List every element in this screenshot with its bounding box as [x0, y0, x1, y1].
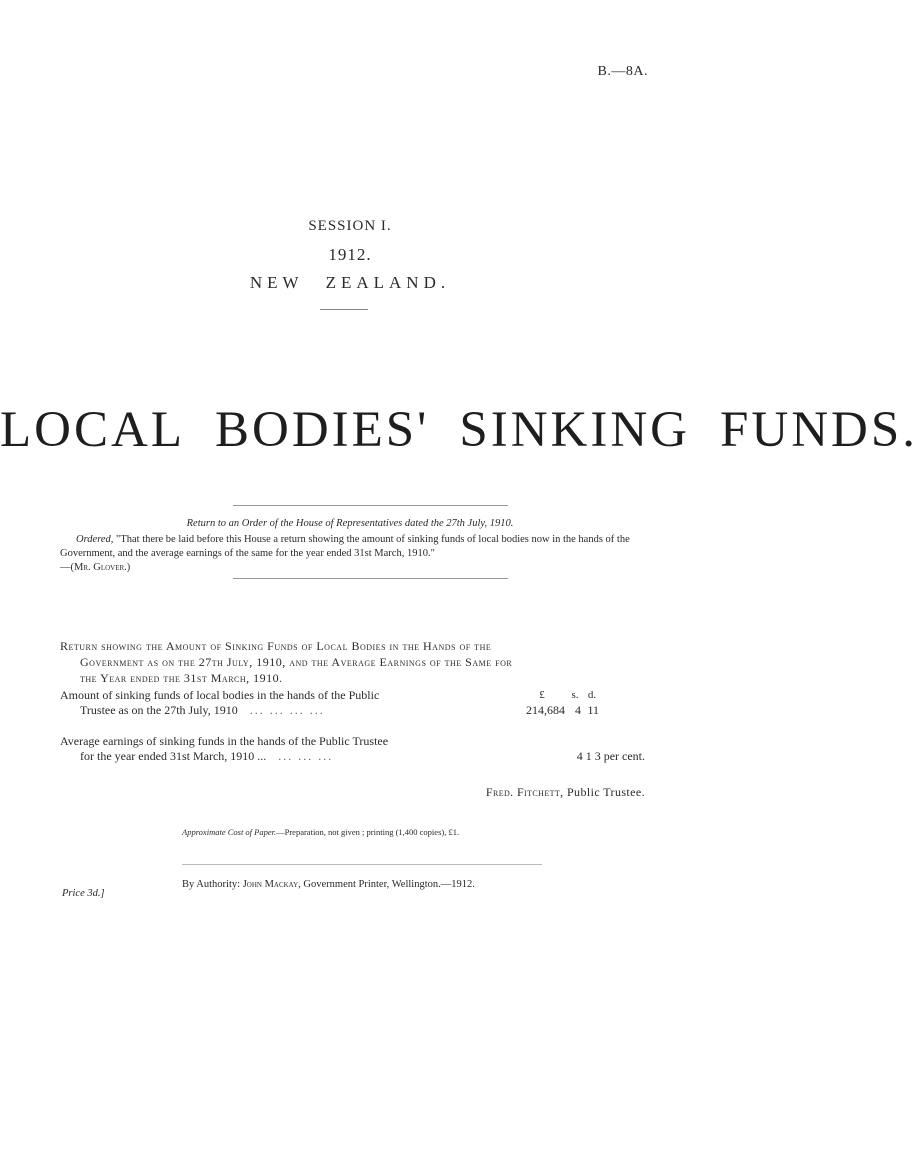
amount-pence: 11 [587, 703, 599, 717]
authority-prefix: By Authority: [182, 879, 241, 890]
ordered-label: Ordered, [76, 534, 114, 545]
amount-shillings: 4 [575, 703, 581, 717]
return-heading-line-3: the Year ended the 31st March, 1910. [80, 671, 283, 685]
cost-note [182, 827, 459, 837]
session-label: SESSION I. [308, 218, 392, 234]
divider-short [320, 309, 368, 310]
printer-name: John Mackay, [242, 879, 301, 890]
ordered-paragraph [60, 533, 660, 575]
ordered-text: "That there be laid before this House a return showing the amount of sinking funds of local bodies now in the hands of the Government, and the average earnings of the same for the year ended 31st March, 1910." [60, 534, 630, 559]
pence-header: d. [587, 689, 597, 701]
footer-divider [182, 864, 542, 865]
amount-pounds: 214,684 [526, 703, 565, 717]
signatory-name: Fred. Fitchett, [485, 785, 564, 799]
row-amount-line-2: Trustee as on the 27th July, 1910 ... ... ... ... [80, 703, 325, 717]
country-name [0, 273, 700, 293]
row-earnings-line-1: Average earnings of sinking funds in the hands of the Public Trustee [60, 734, 389, 748]
cost-text: —Preparation, not given ; printing (1,400 copies), £1. [276, 827, 460, 837]
signatory-title: Public Trustee. [566, 785, 645, 799]
title-word-2: BODIES' [214, 402, 430, 458]
document-reference: B.—8A. [597, 64, 648, 79]
printer-authority [182, 879, 475, 890]
title-word-4: FUNDS. [720, 402, 918, 458]
shillings-header: s. [571, 689, 579, 701]
pounds-header: £ [539, 689, 545, 701]
country-word-1: NEW [249, 273, 304, 292]
country-word-2: ZEALAND. [325, 273, 451, 292]
divider-bottom [233, 578, 508, 579]
row-earnings-line-2: for the year ended 31st March, 1910 ... ... ... ... [80, 749, 334, 763]
divider-top [233, 505, 508, 506]
amount-value [509, 703, 599, 718]
cost-label: Approximate Cost of Paper. [182, 827, 277, 837]
return-heading-line-2: Government as on the 27th July, 1910, and the Average Earnings of the Same for [80, 655, 513, 669]
table-row-amount [60, 688, 655, 718]
row-amount-line-1: Amount of sinking funds of local bodies in the hands of the Public [60, 688, 380, 702]
row-amount-leaders: ... ... ... ... [249, 703, 325, 717]
return-heading-line-1: Return showing the Amount of Sinking Funds of Local Bodies in the Hands of the [60, 639, 492, 653]
session-year: 1912. [328, 245, 372, 264]
return-heading [60, 638, 655, 686]
earnings-value: 4 1 3 per cent. [576, 749, 645, 763]
return-order-line: Return to an Order of the House of Representatives dated the 27th July, 1910. [186, 518, 514, 529]
price-note: Price 3d.] [62, 888, 105, 899]
table-row-earnings [60, 734, 655, 764]
title-word-1: LOCAL [0, 402, 185, 458]
title-word-3: SINKING [459, 402, 691, 458]
printer-suffix: Government Printer, Wellington.—1912. [303, 879, 475, 890]
row-earnings-leaders: ... ... ... [278, 749, 334, 763]
document-title [0, 400, 918, 460]
ordered-mover: —(Mr. Glover.) [60, 562, 131, 573]
currency-headers [519, 688, 599, 703]
signature [486, 785, 645, 800]
